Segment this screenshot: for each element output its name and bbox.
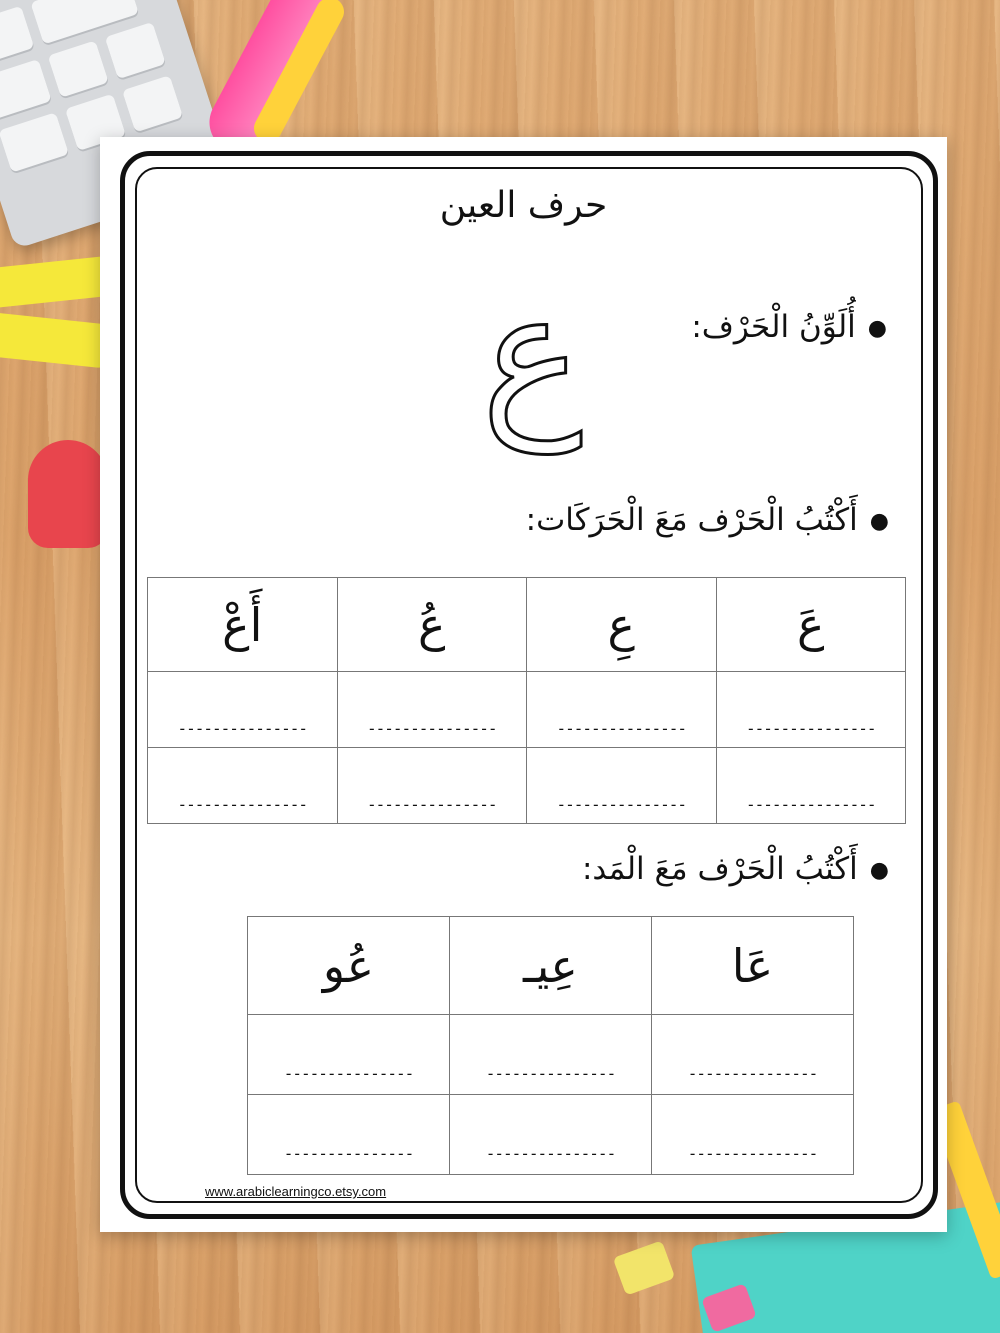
writing-cell[interactable] (651, 1095, 853, 1175)
madd-header-cell: عَا (651, 917, 853, 1015)
harakat-header-cell: أَعْ (148, 578, 338, 672)
writing-line: --------------- (177, 719, 307, 738)
writing-line: --------------- (367, 795, 497, 814)
writing-cell[interactable] (651, 1015, 853, 1095)
writing-line: --------------- (485, 1064, 616, 1083)
madd-header-cell: عِيـ (449, 917, 651, 1015)
harakat-table (147, 577, 906, 824)
writing-cell[interactable] (527, 748, 717, 824)
writing-line: --------------- (687, 1144, 818, 1163)
writing-line: --------------- (283, 1144, 414, 1163)
writing-cell[interactable] (527, 672, 717, 748)
bullet-icon: ● (869, 509, 889, 534)
binder-clip-decoration (613, 1240, 676, 1295)
writing-cell[interactable] (148, 748, 338, 824)
bullet-icon: ● (869, 858, 889, 883)
instruction-madd (582, 851, 889, 887)
writing-cell[interactable] (248, 1095, 450, 1175)
writing-line: --------------- (687, 1064, 818, 1083)
writing-cell[interactable] (337, 748, 527, 824)
writing-cell[interactable] (449, 1015, 651, 1095)
writing-line: --------------- (485, 1144, 616, 1163)
writing-cell[interactable] (248, 1015, 450, 1095)
instruction-madd-text: أَكْتُبُ الْحَرْف مَعَ الْمَد: (581, 851, 858, 887)
bullet-icon: ● (867, 316, 887, 341)
harakat-header-cell: عُ (337, 578, 527, 672)
writing-cell[interactable] (148, 672, 338, 748)
writing-cell[interactable] (337, 672, 527, 748)
stapler-base-decoration (0, 311, 112, 368)
writing-line: --------------- (177, 795, 307, 814)
sharpener-decoration (28, 440, 108, 548)
writing-cell[interactable] (449, 1095, 651, 1175)
writing-line: --------------- (283, 1064, 414, 1083)
footer-link[interactable]: www.arabiclearningco.etsy.com (205, 1184, 387, 1199)
writing-line: --------------- (367, 719, 497, 738)
writing-line: --------------- (556, 795, 686, 814)
harakat-header-cell: عَ (716, 578, 906, 672)
madd-table (247, 916, 854, 1175)
harakat-header-cell: عِ (527, 578, 717, 672)
worksheet-title: حرف العين (439, 185, 608, 226)
instruction-harakat (526, 502, 889, 538)
writing-cell[interactable] (716, 748, 906, 824)
writing-line: --------------- (746, 719, 876, 738)
writing-line: --------------- (556, 719, 686, 738)
writing-cell[interactable] (716, 672, 906, 748)
coloring-letter: ع (481, 256, 583, 454)
madd-header-cell: عُو (248, 917, 450, 1015)
writing-line: --------------- (746, 795, 876, 814)
instruction-harakat-text: أَكْتُبُ الْحَرْف مَعَ الْحَرَكَات: (525, 502, 858, 538)
instruction-color (691, 309, 887, 345)
instruction-color-text: أُلَوِّنُ الْحَرْف: (691, 309, 856, 345)
worksheet-page (100, 137, 947, 1232)
